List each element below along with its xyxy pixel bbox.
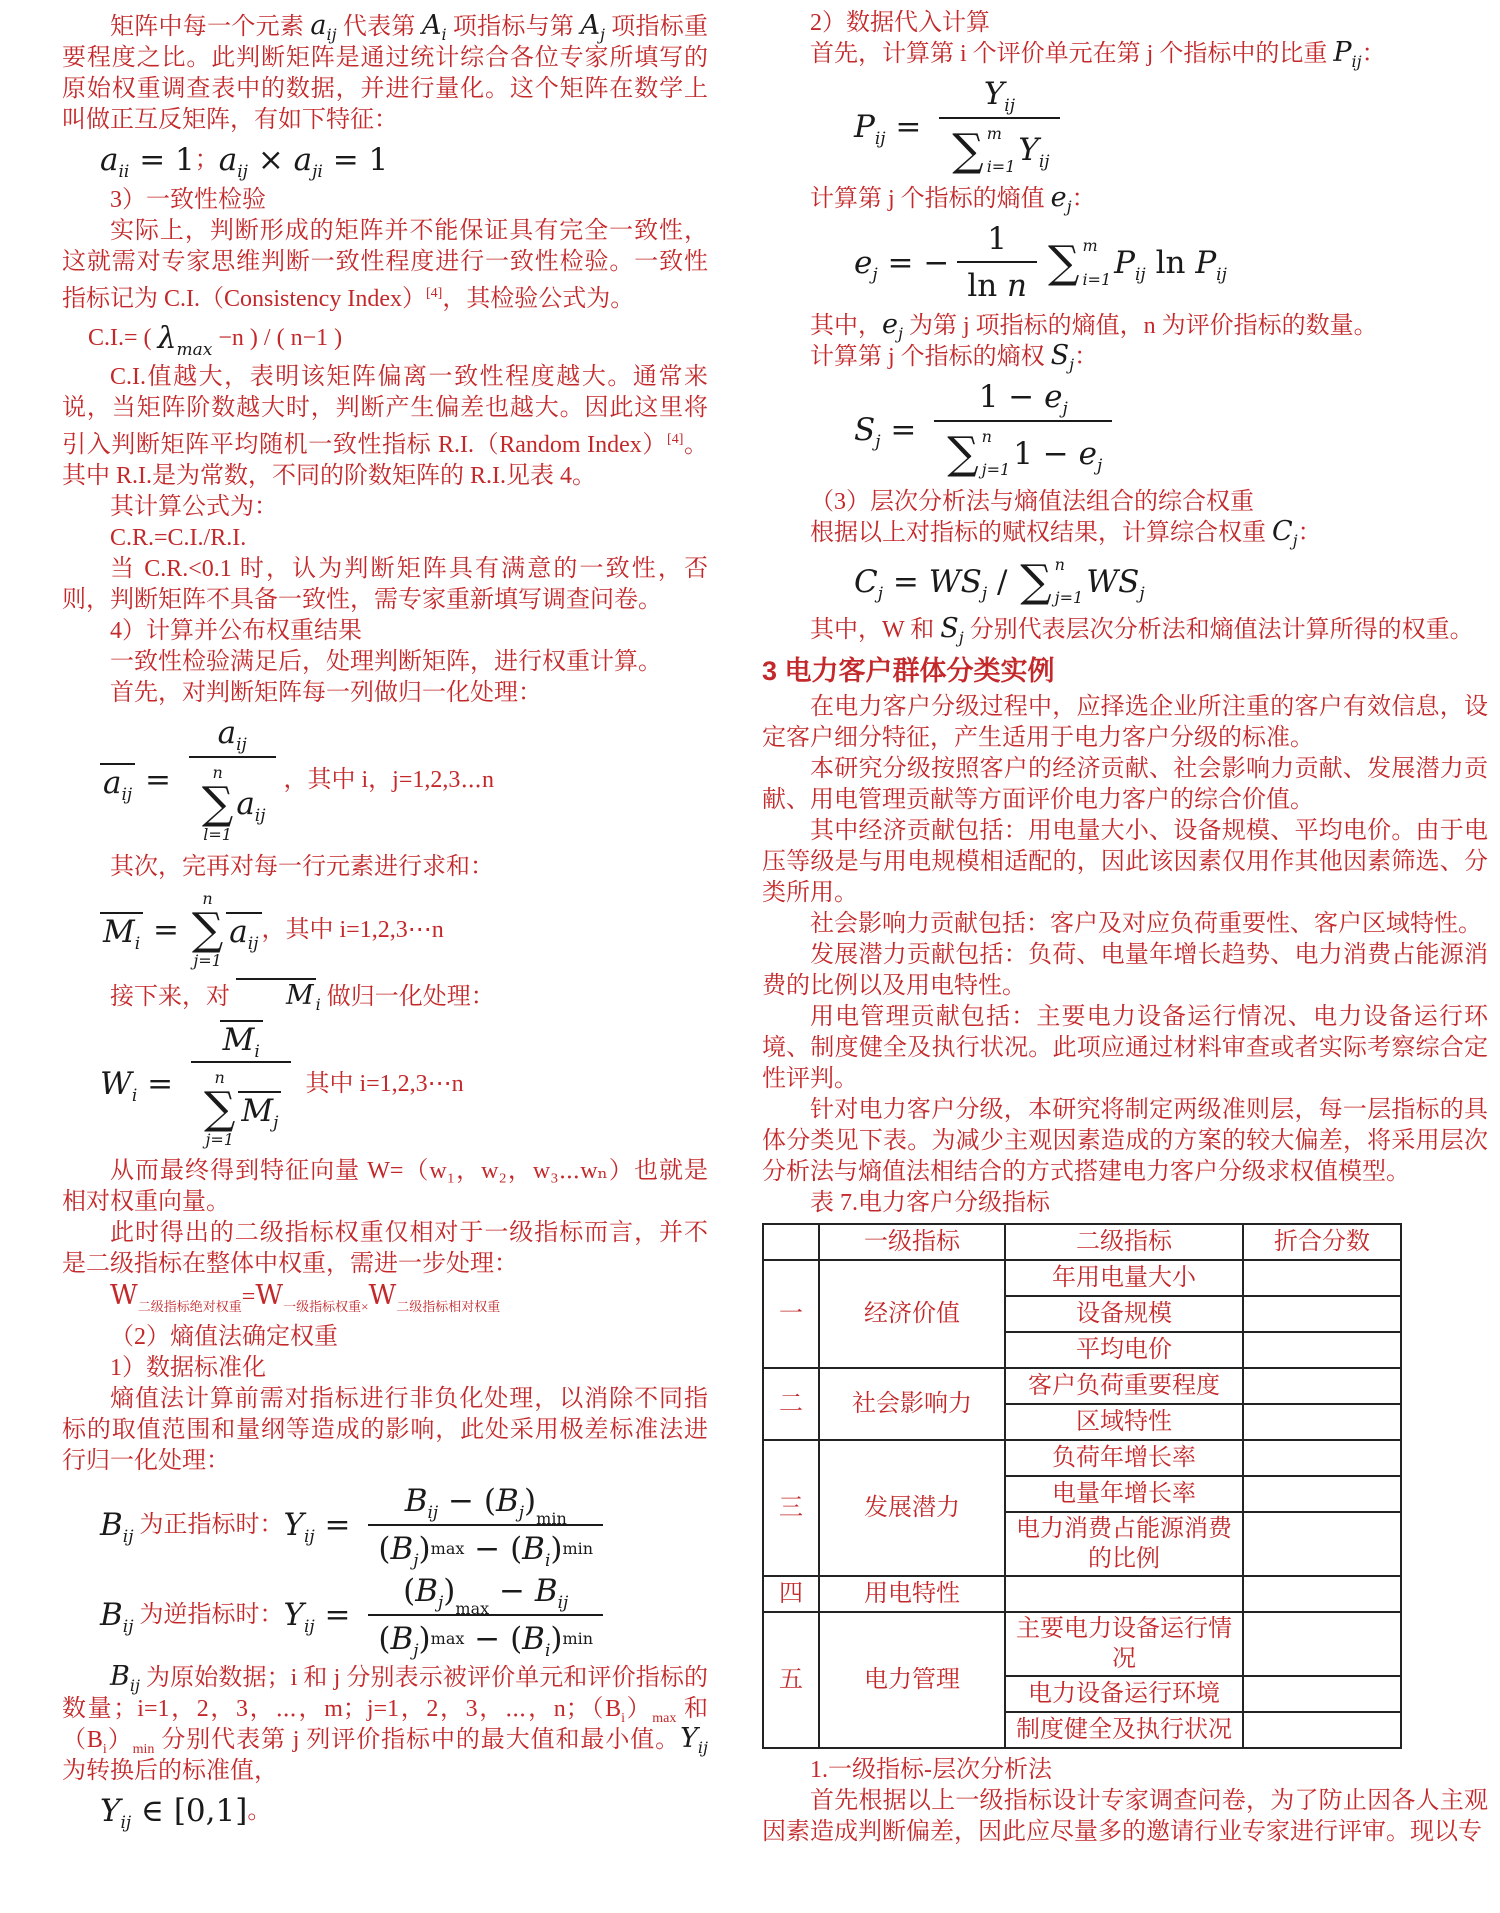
inline-math: $S_j$	[1050, 340, 1075, 374]
paragraph: 根据以上对指标的赋权结果，计算综合权重 $C_j$：	[810, 515, 1322, 550]
secondary-indicator: 负荷年增长率	[1005, 1440, 1243, 1476]
formula-reciprocal: $a_{ii}$ = 1 ； $a_{ij}$ × $a_{ji}$ = 1	[100, 142, 389, 183]
paragraph: 其计算公式为：	[110, 494, 278, 521]
paragraph: 3）一致性检验	[110, 186, 266, 213]
secondary-indicator: 年用电量大小	[1005, 1260, 1243, 1296]
paragraph: 熵值法计算前需对指标进行非负化处理，以消除不同指标的取值范围和量纲等造成的影响，此处采用极差标准法进行归一化处理：	[62, 1386, 708, 1475]
paragraph: 从而最终得到特征向量 W=（w₁，w₂，w₃⋯wₙ）也就是相对权重向量。	[62, 1158, 708, 1216]
group-number: 二	[763, 1368, 819, 1440]
paragraph: 本研究分级按照客户的经济贡献、社会影响力贡献、发展潜力贡献、用电管理贡献等方面评价电力客户的综合价值。	[762, 755, 1488, 813]
table-row	[763, 1576, 1401, 1612]
inline-math: $e_j$	[1050, 181, 1072, 216]
inline-math: $S_j$	[940, 612, 964, 647]
formula-sj: $S_j$ = 1 − $e_j$ ∑ n j=1 1 − $e_j$	[854, 380, 1488, 480]
formula-negative-indicator: $B_{ij}$ 为逆指标时： $Y_{ij}$ = ( $B_j$ ) max − $B_{ij}$ ( $B_j$ ) max − ( $B_i$ ) min	[100, 1574, 708, 1656]
secondary-indicator: 区域特性	[1005, 1404, 1243, 1440]
paragraph: 计算第 j 个指标的熵权 $S_j$：	[810, 340, 1099, 374]
paragraph: （3）层次分析法与熵值法组合的综合权重	[810, 488, 1254, 515]
formula-cj: $C_j$ = $WS_j$ / ∑ n j=1 $WS_j$	[854, 554, 1145, 608]
inline-math: $a_{ij}$	[310, 10, 337, 44]
score-cell	[1243, 1576, 1401, 1612]
sum-symbol: ∑ n j=1	[1020, 554, 1084, 608]
secondary-indicator: 制度健全及执行状况	[1005, 1712, 1243, 1748]
sum-symbol: n ∑ j=1	[204, 1067, 236, 1149]
inline-math: $Y_{ij}$	[680, 1723, 708, 1758]
paragraph: 4）计算并公布权重结果	[110, 618, 362, 645]
corner-cell	[763, 1224, 819, 1260]
paragraph: 在电力客户分级过程中，应择选企业所注重的客户有效信息，设定客户细分特征，产生适用于电力客户分级的标准。	[762, 693, 1488, 751]
section-heading-3: 3 电力客户群体分类实例	[762, 655, 1055, 686]
primary-indicator: 用电特性	[819, 1576, 1005, 1612]
formula-mi-sum: $M_i$ = n ∑ j=1 $a_{ij}$ ，其中 i=1,2,3⋯n	[100, 890, 708, 971]
secondary-indicator: 电力设备运行环境	[1005, 1676, 1243, 1712]
primary-indicator: 社会影响力	[819, 1368, 1005, 1440]
column-header: 折合分数	[1243, 1224, 1401, 1260]
inline-math: $e_j$	[882, 309, 903, 343]
score-cell	[1243, 1332, 1401, 1368]
paragraph: 首先，计算第 i 个评价单元在第 j 个指标中的比重 $P_{ij}$：	[810, 37, 1386, 71]
primary-indicator: 发展潜力	[819, 1440, 1005, 1576]
inline-math: M $_i$	[236, 984, 321, 1010]
paragraph: 其中，W 和 $S_j$ 分别代表层次分析法和熵值法计算所得的权重。	[810, 612, 1474, 647]
column-header: 一级指标	[819, 1224, 1005, 1260]
inline-math: $B_{ij}$	[110, 1661, 140, 1696]
secondary-indicator	[1005, 1576, 1243, 1612]
table-row	[763, 1368, 1401, 1404]
paragraph: 1）数据标准化	[110, 1355, 266, 1382]
paragraph: 其中经济贡献包括：用电量大小、设备规模、平均电价。由于电压等级是与用电规模相适配的，因此该因素仅用作其他因素筛选、分类所用。	[762, 817, 1488, 906]
formula-yij-range: $Y_{ij}$ ∈ [0,1] 。	[100, 1793, 272, 1834]
column-header: 二级指标	[1005, 1224, 1243, 1260]
secondary-indicator: 设备规模	[1005, 1296, 1243, 1332]
table-row	[763, 1612, 1401, 1676]
sum-symbol: ∑ m i=1	[952, 123, 1016, 177]
score-cell	[1243, 1612, 1401, 1676]
sum-symbol: ∑ n j=1	[947, 426, 1011, 480]
secondary-indicator: 电力消费占能源消费的比例	[1005, 1512, 1243, 1576]
sum-symbol: n ∑ l=1	[201, 763, 234, 845]
score-cell	[1243, 1260, 1401, 1296]
score-cell	[1243, 1512, 1401, 1576]
paragraph: 当 C.R.<0.1 时，认为判断矩阵具有满意的一致性，否则，判断矩阵不具备一致性，需专家重新填写调查问卷。	[62, 556, 708, 614]
paragraph: 针对电力客户分级，本研究将制定两级准则层，每一层指标的具体分类见下表。为减少主观因素造成的方案的较大偏差，将采用层次分析法与熵值法相结合的方式搭建电力客户分级求权值模型。	[762, 1096, 1488, 1185]
inline-math: $A_j$	[580, 10, 605, 44]
paragraph: 其次，完再对每一行元素进行求和：	[110, 853, 494, 880]
formula-ci: C.I.= ( $\lambda_{max}$ −n ) / ( n−1 )	[88, 320, 343, 360]
sum-symbol: ∑ m i=1	[1048, 235, 1112, 289]
score-cell	[1243, 1440, 1401, 1476]
paragraph: 实际上，判断形成的矩阵并不能保证具有完全一致性，这就需对专家思维判断一致性程度进行一致性检验。一致性指标记为 C.I.（Consistency Index）[4]，其检验公式为。	[62, 217, 708, 312]
paragraph: 一致性检验满足后，处理判断矩阵，进行权重计算。	[110, 649, 662, 676]
score-cell	[1243, 1404, 1401, 1440]
score-cell	[1243, 1296, 1401, 1332]
table-header-row	[763, 1224, 1401, 1260]
paragraph: $B_{ij}$ 为原始数据；i 和 j 分别表示被评价单元和评价指标的数量；i=1，2，3，⋯，m；j=1，2，3，⋯，n；$(B_i)_{max}$ 和$(B_i)_{min}$ 分别代表第 j 列评价指标中的最大值和最小值。$Y_{ij}$ 为转换后的标准值，	[62, 1661, 709, 1785]
paragraph: 矩阵中每一个元素 $a_{ij}$ 代表第 $A_i$ 项指标与第 $A_j$ 项指标重要程度之比。此判断矩阵是通过统计综合各位专家所填写的原始权重调查表中的数据，并进行量化。这个矩阵在数学上叫做正互反矩阵，有如下特征：	[62, 10, 709, 133]
formula-normalize-aij: $a_{ij}$ = $a_{ij}$ n ∑ l=1 $a_{ij}$ ，其中 i，j=1,2,3⋯n	[100, 716, 708, 845]
paragraph: （2）熵值法确定权重	[110, 1324, 338, 1351]
sum-symbol: n ∑ j=1	[191, 888, 224, 971]
right-column	[762, 8, 1488, 1848]
secondary-indicator: 主要电力设备运行情况	[1005, 1612, 1243, 1676]
score-cell	[1243, 1368, 1401, 1404]
formula-ej: $e_j$ = − 1 ln n ∑ m i=1 $P_{ij}$ ln $P_{ij}$	[854, 220, 1227, 305]
paragraph: 2）数据代入计算	[810, 10, 990, 36]
paragraph: C.R.=C.I./R.I.	[110, 525, 247, 552]
paragraph: 首先，对判断矩阵每一列做归一化处理：	[110, 680, 542, 707]
primary-indicator: 经济价值	[819, 1260, 1005, 1368]
group-number: 一	[763, 1260, 819, 1368]
paragraph: 社会影响力贡献包括：客户及对应负荷重要性、客户区域特性。	[810, 910, 1482, 937]
weight-relation-line: $W_{二级指标绝对权重}=W_{一级指标权重\times}W_{二级指标相对权重}$	[110, 1280, 501, 1315]
group-number: 四	[763, 1576, 819, 1612]
group-number: 五	[763, 1612, 819, 1748]
table-caption: 表 7.电力客户分级指标	[810, 1189, 1050, 1216]
primary-indicator: 电力管理	[819, 1612, 1005, 1748]
formula-positive-indicator: $B_{ij}$ 为正指标时： $Y_{ij}$ = $B_{ij}$ − ( $B_j$ ) min ( $B_j$ ) max − ( $B_i$ ) min	[100, 1484, 708, 1566]
inline-math: $C_j$	[1272, 515, 1298, 550]
score-cell	[1243, 1476, 1401, 1512]
formula-wi: $W_i$ = $M_i$ n ∑ j=1 $M_j$ 其中 i=1,2,3⋯n	[100, 1021, 464, 1149]
paragraph: 此时得出的二级指标权重仅相对于一级指标而言，并不是二级指标在整体中权重，需进一步处理：	[62, 1220, 708, 1278]
left-column	[62, 12, 708, 1836]
paragraph: 接下来，对 M $_i$ 做归一化处理：	[110, 979, 495, 1014]
paragraph: 其中，$e_j$ 为第 j 项指标的熵值，n 为评价指标的数量。	[810, 309, 1378, 343]
secondary-indicator: 客户负荷重要程度	[1005, 1368, 1243, 1404]
paragraph: 计算第 j 个指标的熵值 $e_j$：	[810, 181, 1096, 216]
inline-math: $P_{ij}$	[1333, 37, 1362, 71]
paragraph: 1.一级指标-层次分析法	[810, 1756, 1052, 1783]
indicator-table	[762, 1223, 1402, 1749]
score-cell	[1243, 1712, 1401, 1748]
secondary-indicator: 电量年增长率	[1005, 1476, 1243, 1512]
secondary-indicator: 平均电价	[1005, 1332, 1243, 1368]
formula-pij: $P_{ij}$ = $Y_{ij}$ ∑ m i=1 $Y_{ij}$	[854, 77, 1488, 177]
paragraph: 首先根据以上一级指标设计专家调查问卷，为了防止因各人主观因素造成判断偏差，因此应尽量多的邀请行业专家进行评审。现以专	[762, 1787, 1488, 1845]
table-row	[763, 1260, 1401, 1296]
inline-math: $A_i$	[421, 10, 447, 44]
group-number: 三	[763, 1440, 819, 1576]
paragraph: C.I.值越大，表明该矩阵偏离一致性程度越大。通常来说，当矩阵阶数越大时，判断产生偏差也越大。因此这里将引入判断矩阵平均随机一致性指标 R.I.（Random Index）[4]。其中 R.I.是为常数，不同的阶数矩阵的 R.I.见表 4。	[62, 364, 708, 490]
score-cell	[1243, 1676, 1401, 1712]
paragraph: 用电管理贡献包括：主要电力设备运行情况、电力设备运行环境、制度健全及执行状况。此项应通过材料审查或者实际考察综合定性评判。	[762, 1003, 1488, 1092]
paragraph: 发展潜力贡献包括：负荷、电量年增长趋势、电力消费占能源消费的比例以及用电特性。	[762, 941, 1488, 999]
table-row	[763, 1440, 1401, 1476]
